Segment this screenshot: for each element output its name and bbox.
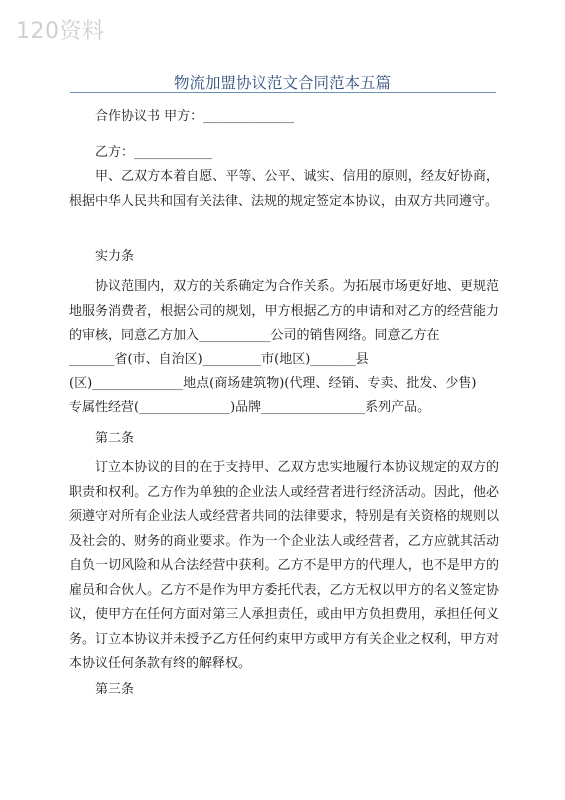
party-b-line: 乙方：____________ [95, 145, 213, 160]
watermark: 120资料 [16, 19, 105, 44]
clause-1-region-line: _______省(市、自治区)_________市(地区)_______县 [69, 352, 369, 367]
title-underline [70, 92, 496, 93]
clause-2-paragraph: 订立本协议的目的在于支持甲、乙双方忠实地履行本协议规定的双方的职责和权利。乙方作为单独的企业法人或经营者进行经济活动。因此，他必须遵守对所有企业法人或经营者共同的法律要求，特别是有关资格的规则以及社会的、财务的商业要求。作为一个企业法人或经营者，乙方应就其活动自负一切风险和从合法经营中获利。乙方不是甲方的代理人，也不是甲方的雇员和合伙人。乙方不是作为甲方委托代表，乙方无权以甲方的名义签定协议，使甲方在任何方面对第三人承担责任，或由甲方负担费用，承担任何义务。订立本协议并未授予乙方任何约束甲方或甲方有关企业之权利，甲方对本协议任何条款有终的解释权。 [69, 460, 499, 671]
clause-1-paragraph: 协议范围内，双方的关系确定为合作关系。为拓展市场更好地、更规范地服务消费者，根据公司的规划，甲方根据乙方的申请和对乙方的经营能力的审核，同意乙方加入___________公司的销售网络。同意乙方在 [69, 279, 499, 343]
party-a-line: 合作协议书 甲方：______________ [95, 109, 295, 124]
intro-paragraph: 甲、乙双方本着自愿、平等、公平、诚实、信用的原则，经友好协商，根据中华人民共和国有关法律、法规的规定签定本协议，由双方共同遵守。 [69, 169, 499, 209]
document-title: 物流加盟协议范文合同范本五篇 [173, 74, 391, 92]
clause-heading-3: 第三条 [95, 682, 135, 697]
clause-heading-2: 第二条 [95, 431, 135, 446]
clause-heading-1: 实力条 [95, 249, 135, 264]
clause-1-location-line: (区)______________地点(商场建筑物)(代理、经销、专卖、批发、少售) [69, 376, 477, 391]
clause-1-brand-line: 专属性经营(______________)品牌________________系列产品。 [69, 400, 431, 415]
